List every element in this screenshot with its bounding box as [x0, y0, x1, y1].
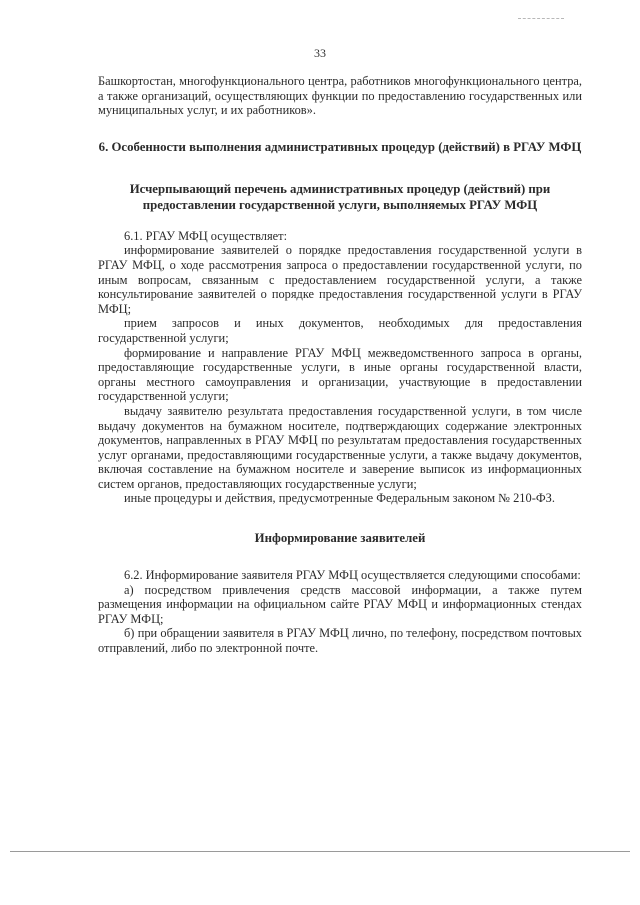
subsection-heading-procedures: Исчерпывающий перечень административных процедур (действий) при предоставлении государственной услуги, выполняемых РГАУ МФЦ [129, 181, 551, 212]
page-number: 33 [314, 46, 326, 60]
section-heading-6: 6. Особенности выполнения административных процедур (действий) в РГАУ МФЦ [98, 139, 582, 154]
paragraph-6-2: 6.2. Информирование заявителя РГАУ МФЦ осуществляется следующими способами: [124, 568, 581, 583]
document-body [98, 74, 582, 656]
paragraph-item-a: а) посредством привлечения средств массовой информации, а также путем размещения информации на официальном сайте РГАУ МФЦ и информационных стендах РГАУ МФЦ; [98, 582, 582, 626]
corner-scan-mark [518, 18, 564, 19]
paragraph-issuing-result: выдачу заявителю результата предоставления государственной услуги, в том числе выдачу документов на бумажном носителе, подтверждающих содержание электронных документов, направленных в РГАУ МФЦ по результатам предоставления государственных услуг органами, предоставляющими государственные услуги, а также выдачу документов, включая составление на бумажном носителе и заверение выписок из информационных систем органов, предоставляющих государственные услуги; [98, 403, 582, 491]
paragraph-interagency-request: формирование и направление РГАУ МФЦ межведомственного запроса в органы, предоставляющие государственные услуги, в иные органы государственной власти, органы местного самоуправления и организации, участвующие в предоставлении государственной услуги; [98, 345, 582, 404]
paragraph-other-procedures: иные процедуры и действия, предусмотренные Федеральным законом № 210-ФЗ. [124, 491, 555, 506]
paragraph-item-b: б) при обращении заявителя в РГАУ МФЦ лично, по телефону, посредством почтовых отправлений, либо по электронной почте. [98, 626, 582, 656]
paragraph-6-1: 6.1. РГАУ МФЦ осуществляет: [124, 228, 288, 243]
paragraph-informing: информирование заявителей о порядке предоставления государственной услуги в РГАУ МФЦ, о ходе рассмотрения запроса о предоставлении государственной услуги, по иным вопросам, связанным с предоставлением государственной услуги, а также консультирование заявителей о порядке предоставления государственной услуги в РГАУ МФЦ; [98, 243, 582, 316]
page-bottom-rule [10, 851, 630, 852]
paragraph-continuation: Башкортостан, многофункционального центра, работников многофункционального центра, а также организаций, осуществляющих функции по предоставлению государственных или муниципальных услуг, и их работников». [98, 74, 582, 118]
paragraph-receiving: прием запросов и иных документов, необходимых для предоставления государственной услуги; [98, 316, 582, 345]
subsection-heading-informing: Информирование заявителей [254, 531, 426, 546]
